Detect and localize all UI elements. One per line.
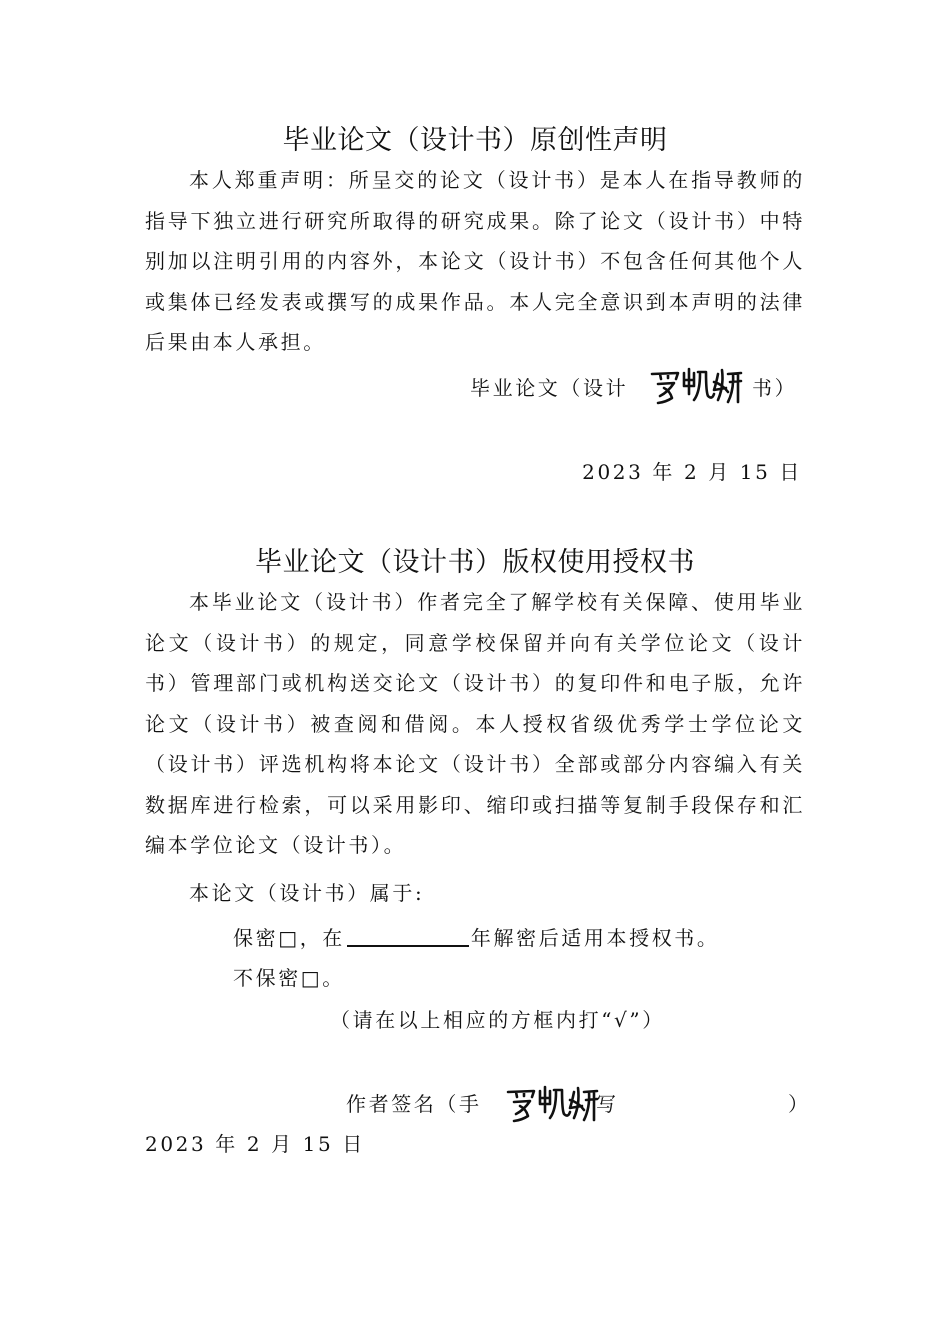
authorization-body: 本毕业论文（设计书）作者完全了解学校有关保障、使用毕业论文（设计书）的规定，同意学校保留并向有关学位论文（设计书）管理部门或机构送交论文（设计书）的复印件和电子版，允许论文（设计书）被查阅和借阅。本人授权省级优秀学士学位论文（设计书）评选机构将本论文（设计书）全部或部分内容编入有关数据库进行检索，可以采用影印、缩印或扫描等复制手段保存和汇编本学位论文（设计书）。	[145, 590, 805, 857]
authorization-date: 2023 年 2 月 15 日	[145, 1132, 365, 1156]
authorization-signature	[504, 1082, 599, 1124]
author-sign-close: ）	[788, 1092, 811, 1116]
originality-date: 2023 年 2 月 15 日	[582, 460, 802, 484]
decrypt-year-blank	[347, 925, 469, 947]
author-sign-prefix: 作者签名（手	[346, 1092, 482, 1116]
belongs-label: 本论文（设计书）属于:	[189, 881, 425, 905]
originality-sign-suffix: 书）	[752, 376, 798, 400]
secret-suffix: 年解密后适用本授权书。	[470, 926, 720, 950]
secret-prefix: 保密□，在	[233, 926, 345, 950]
authorization-title: 毕业论文（设计书）版权使用授权书	[255, 547, 695, 578]
handwritten-signature-icon	[648, 364, 743, 406]
originality-body: 本人郑重声明：所呈交的论文（设计书）是本人在指导教师的指导下独立进行研究所取得的研究成果。除了论文（设计书）中特别加以注明引用的内容外，本论文（设计书）不包含任何其他个人或集体已经发表或撰写的成果作品。本人完全意识到本声明的法律后果由本人承担。	[145, 168, 805, 354]
handwritten-signature-icon	[504, 1082, 599, 1124]
author-sign-middle: 写	[596, 1092, 619, 1116]
checkbox-hint: （请在以上相应的方框内打“√”）	[330, 1008, 665, 1032]
originality-sign-prefix: 毕业论文（设计	[470, 376, 629, 400]
originality-title: 毕业论文（设计书）原创性声明	[282, 125, 668, 156]
originality-signature	[648, 364, 743, 406]
secret-option	[233, 922, 720, 951]
not-secret-option: 不保密□。	[233, 966, 345, 990]
